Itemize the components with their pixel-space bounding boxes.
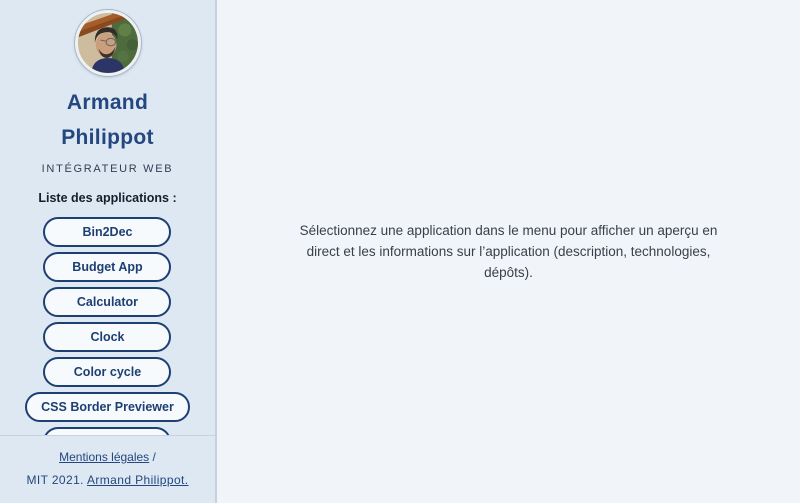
legal-notice-link[interactable]: Mentions légales <box>59 450 150 464</box>
license-text: MIT 2021. <box>26 473 84 487</box>
sidebar <box>0 0 217 503</box>
avatar-photo <box>78 13 138 73</box>
app-button-budget-app[interactable]: Budget App <box>43 252 171 282</box>
app-button-calculator[interactable]: Calculator <box>43 287 171 317</box>
main-content <box>217 0 800 503</box>
person-role: INTÉGRATEUR WEB <box>41 163 174 175</box>
apps-nav <box>0 191 215 435</box>
person-name <box>0 85 215 155</box>
placeholder-message: Sélectionnez une application dans le menu pour afficher un aperçu en direct et les informations sur l’application (description, technologies, dépôts). <box>299 223 718 280</box>
footer-license-line <box>6 470 209 490</box>
person-name-line1: Armand <box>66 91 149 114</box>
avatar <box>75 10 141 76</box>
sidebar-footer <box>0 435 215 503</box>
app-button-clock[interactable]: Clock <box>43 322 171 352</box>
profile-section <box>0 0 215 175</box>
author-link[interactable]: Armand Philippot. <box>86 473 189 487</box>
apps-list <box>25 217 190 435</box>
app-button-bin2dec[interactable]: Bin2Dec <box>43 217 171 247</box>
footer-separator: / <box>152 450 156 464</box>
footer-legal-line <box>6 447 209 467</box>
person-name-line2: Philippot <box>61 126 154 149</box>
app-button-color-cycle[interactable]: Color cycle <box>43 357 171 387</box>
app-button-partial[interactable] <box>43 427 171 435</box>
app-button-css-border-previewer[interactable]: CSS Border Previewer <box>25 392 190 422</box>
apps-heading: Liste des applications : <box>38 191 177 205</box>
